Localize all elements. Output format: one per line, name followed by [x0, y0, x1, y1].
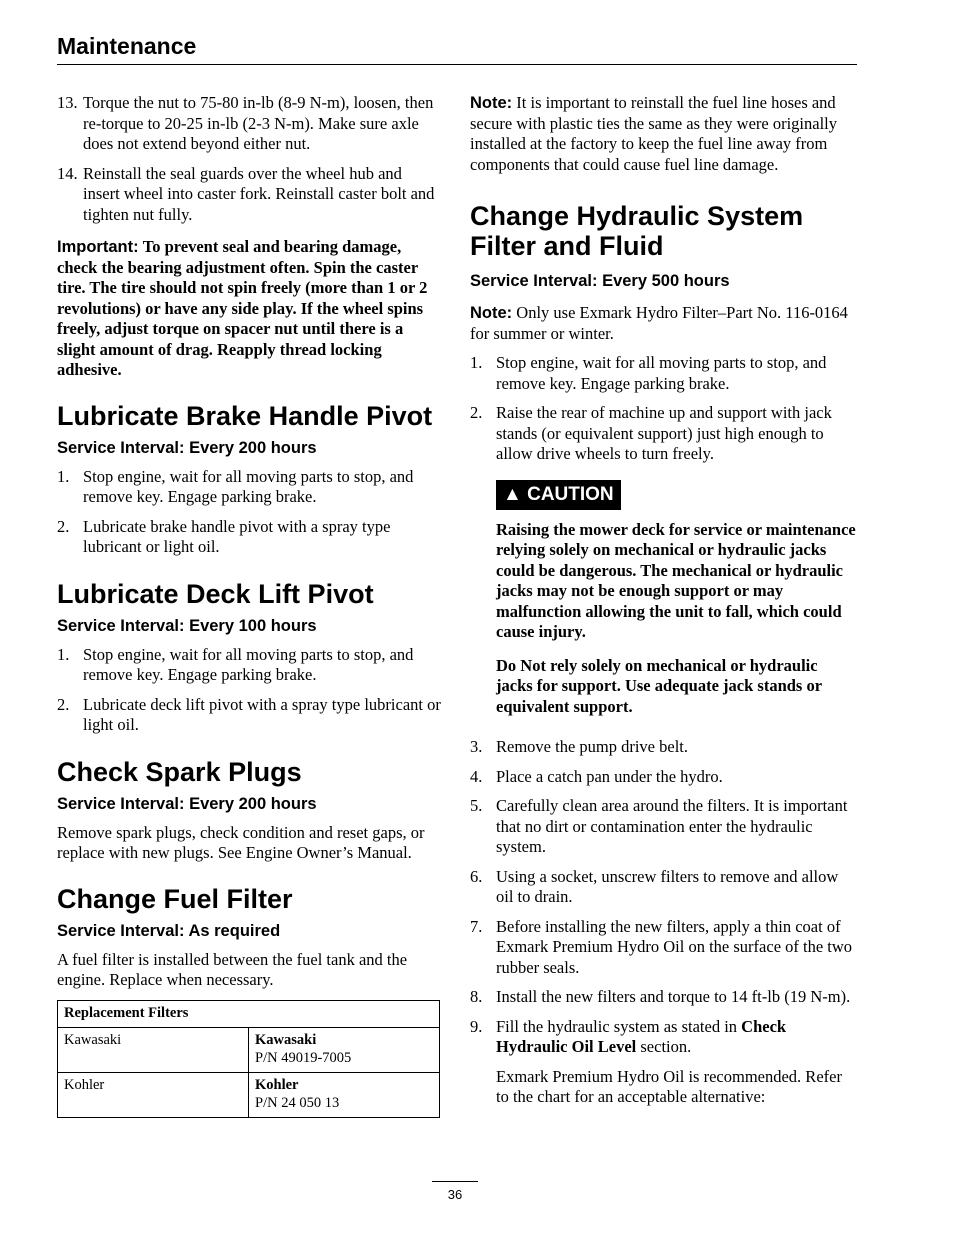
caution-body [470, 520, 858, 718]
note-label: Note: [470, 94, 513, 112]
step-text: Reinstall the seal guards over the wheel hub and insert wheel into caster fork. Reinstall caster bolt and tighten nut fully. [83, 163, 435, 224]
service-interval-spark: Service Interval: Every 200 hours [57, 794, 317, 813]
section-title-hydraulic: Change Hydraulic System Filter and Fluid [470, 201, 804, 261]
list-item [57, 517, 441, 558]
filter-brand: Kawasaki [255, 1031, 317, 1048]
step-number: 6. [470, 866, 483, 886]
step-number: 7. [470, 916, 483, 936]
step-number: 4. [470, 766, 483, 786]
footer-rule [432, 1181, 478, 1182]
filter-cell [249, 1072, 440, 1117]
spark-body: Remove spark plugs, check condition and reset gaps, or replace with new plugs. See Engine Owner’s Manual. [57, 822, 425, 862]
section-title-spark: Check Spark Plugs [57, 756, 302, 787]
fuel-body: A fuel filter is installed between the fuel tank and the engine. Replace when necessary. [57, 949, 408, 989]
step-number: 1. [470, 353, 483, 372]
warning-triangle-icon: ▲ [503, 483, 522, 505]
step-note: Exmark Premium Hydro Oil is recommended. Refer to the chart for an acceptable alternative: [496, 1066, 842, 1106]
table-row [58, 1072, 440, 1117]
step-text: Fill the hydraulic system as stated in [496, 1016, 742, 1036]
caution-label: CAUTION [527, 483, 614, 505]
important-notice [57, 237, 441, 381]
caution-badge [496, 480, 621, 510]
step-text-bold: Check Hydraulic Oil Level [496, 1016, 787, 1056]
filter-cell [249, 1027, 440, 1072]
list-item [470, 403, 858, 465]
note-text: Only use Exmark Hydro Filter–Part No. 116-0164 for summer or winter. [470, 303, 848, 343]
step-number: 13. [57, 93, 78, 112]
table-header: Replacement Filters [58, 1000, 440, 1027]
fuel-hose-note [470, 93, 858, 175]
list-item [470, 737, 858, 758]
engine-cell: Kawasaki [58, 1027, 249, 1072]
section-title-deck: Lubricate Deck Lift Pivot [57, 578, 374, 609]
list-item [57, 93, 441, 155]
service-interval-deck: Service Interval: Every 100 hours [57, 616, 317, 635]
filter-part-number: P/N 24 050 13 [255, 1094, 340, 1111]
list-item [470, 353, 858, 394]
list-item [470, 767, 858, 788]
list-item [57, 695, 441, 736]
hydraulic-steps-b [470, 737, 858, 1108]
hydro-filter-note [470, 303, 858, 344]
replacement-filters-table [57, 1000, 440, 1118]
step-text: Lubricate deck lift pivot with a spray type lubricant or light oil. [83, 694, 441, 734]
step-text: Torque the nut to 75-80 in-lb (8-9 N-m), loosen, then re-torque to 20-25 in-lb (2-3 N-m). Make sure axle does not extend beyond either nut. [83, 93, 434, 153]
list-item [470, 917, 858, 979]
step-text: Stop engine, wait for all moving parts to stop, and remove key. Engage parking brake. [83, 644, 414, 684]
table-header-row [58, 1000, 440, 1027]
step-text: Lubricate brake handle pivot with a spray type lubricant or light oil. [83, 516, 391, 556]
step-number: 9. [470, 1016, 483, 1036]
hydraulic-steps-a [470, 353, 858, 465]
engine-cell: Kohler [58, 1072, 249, 1117]
list-item [470, 987, 858, 1008]
section-title-fuel: Change Fuel Filter [57, 883, 293, 914]
important-text: To prevent seal and bearing damage, check the bearing adjustment often. Spin the caster tire. The tire should not spin freely (more than 1 or 2 revolutions) or have any side play. If the wheel spins freely, adjust torque on spacer nut until there is a slight amount of drag. Reapply thread locking adhesive. [57, 237, 428, 379]
step-number: 1. [57, 644, 70, 664]
table-row [58, 1027, 440, 1072]
page-number: 36 [447, 1187, 463, 1202]
filter-brand: Kohler [255, 1076, 299, 1093]
step-text: Carefully clean area around the filters. It is important that no dirt or contamination enter the hydraulic system. [496, 796, 848, 856]
list-item [57, 645, 441, 686]
step-text: Stop engine, wait for all moving parts to stop, and remove key. Engage parking brake. [83, 466, 414, 506]
step-text: Using a socket, unscrew filters to remove and allow oil to drain. [496, 866, 839, 906]
list-item [470, 796, 858, 858]
steps-top-list [57, 93, 441, 225]
left-column [57, 93, 441, 1118]
step-number: 8. [470, 987, 483, 1006]
header-rule [57, 64, 857, 65]
step-number: 1. [57, 466, 70, 486]
important-label: Important: [57, 238, 139, 256]
caution-paragraph: Raising the mower deck for service or maintenance relying solely on mechanical or hydraulic jacks could be dangerous. The mechanical or hydraulic jacks may not be enough support or may malfunction allowing the unit to fall, which could cause injury. [496, 519, 856, 641]
section-title-brake: Lubricate Brake Handle Pivot [57, 400, 433, 431]
step-number: 3. [470, 737, 483, 756]
step-text: Raise the rear of machine up and support with jack stands (or equivalent support) just high enough to allow drive wheels to turn freely. [496, 403, 832, 463]
list-item [470, 1017, 858, 1108]
note-text: It is important to reinstall the fuel line hoses and secure with plastic ties the same as they were originally installed at the factory to keep the fuel line away from components that could cause fuel line damage. [470, 93, 838, 174]
step-number: 2. [470, 403, 483, 422]
list-item [470, 867, 858, 908]
step-number: 5. [470, 796, 483, 815]
step-text: Install the new filters and torque to 14 ft-lb (19 N-m). [496, 987, 851, 1006]
step-text: section. [636, 1037, 692, 1056]
service-interval-fuel: Service Interval: As required [57, 921, 281, 940]
service-interval-brake: Service Interval: Every 200 hours [57, 438, 317, 457]
right-column [470, 93, 858, 1117]
list-item [57, 467, 441, 508]
step-text: Stop engine, wait for all moving parts to stop, and remove key. Engage parking brake. [496, 353, 827, 393]
list-item [57, 164, 441, 226]
page-header-title: Maintenance [57, 33, 197, 59]
step-number: 2. [57, 516, 70, 536]
step-number: 2. [57, 694, 70, 714]
step-text: Before installing the new filters, apply a thin coat of Exmark Premium Hydro Oil on the surface of the two rubber seals. [496, 916, 853, 977]
caution-paragraph: Do Not rely solely on mechanical or hydraulic jacks for support. Use adequate jack stands or equivalent support. [496, 655, 822, 716]
note-label: Note: [470, 304, 513, 322]
step-text: Remove the pump drive belt. [496, 737, 688, 756]
filter-part-number: P/N 49019-7005 [255, 1049, 352, 1066]
service-interval-hydraulic: Service Interval: Every 500 hours [470, 272, 730, 290]
deck-steps-list [57, 645, 441, 736]
brake-steps-list [57, 467, 441, 558]
step-number: 14. [57, 163, 78, 183]
step-text: Place a catch pan under the hydro. [496, 766, 723, 786]
